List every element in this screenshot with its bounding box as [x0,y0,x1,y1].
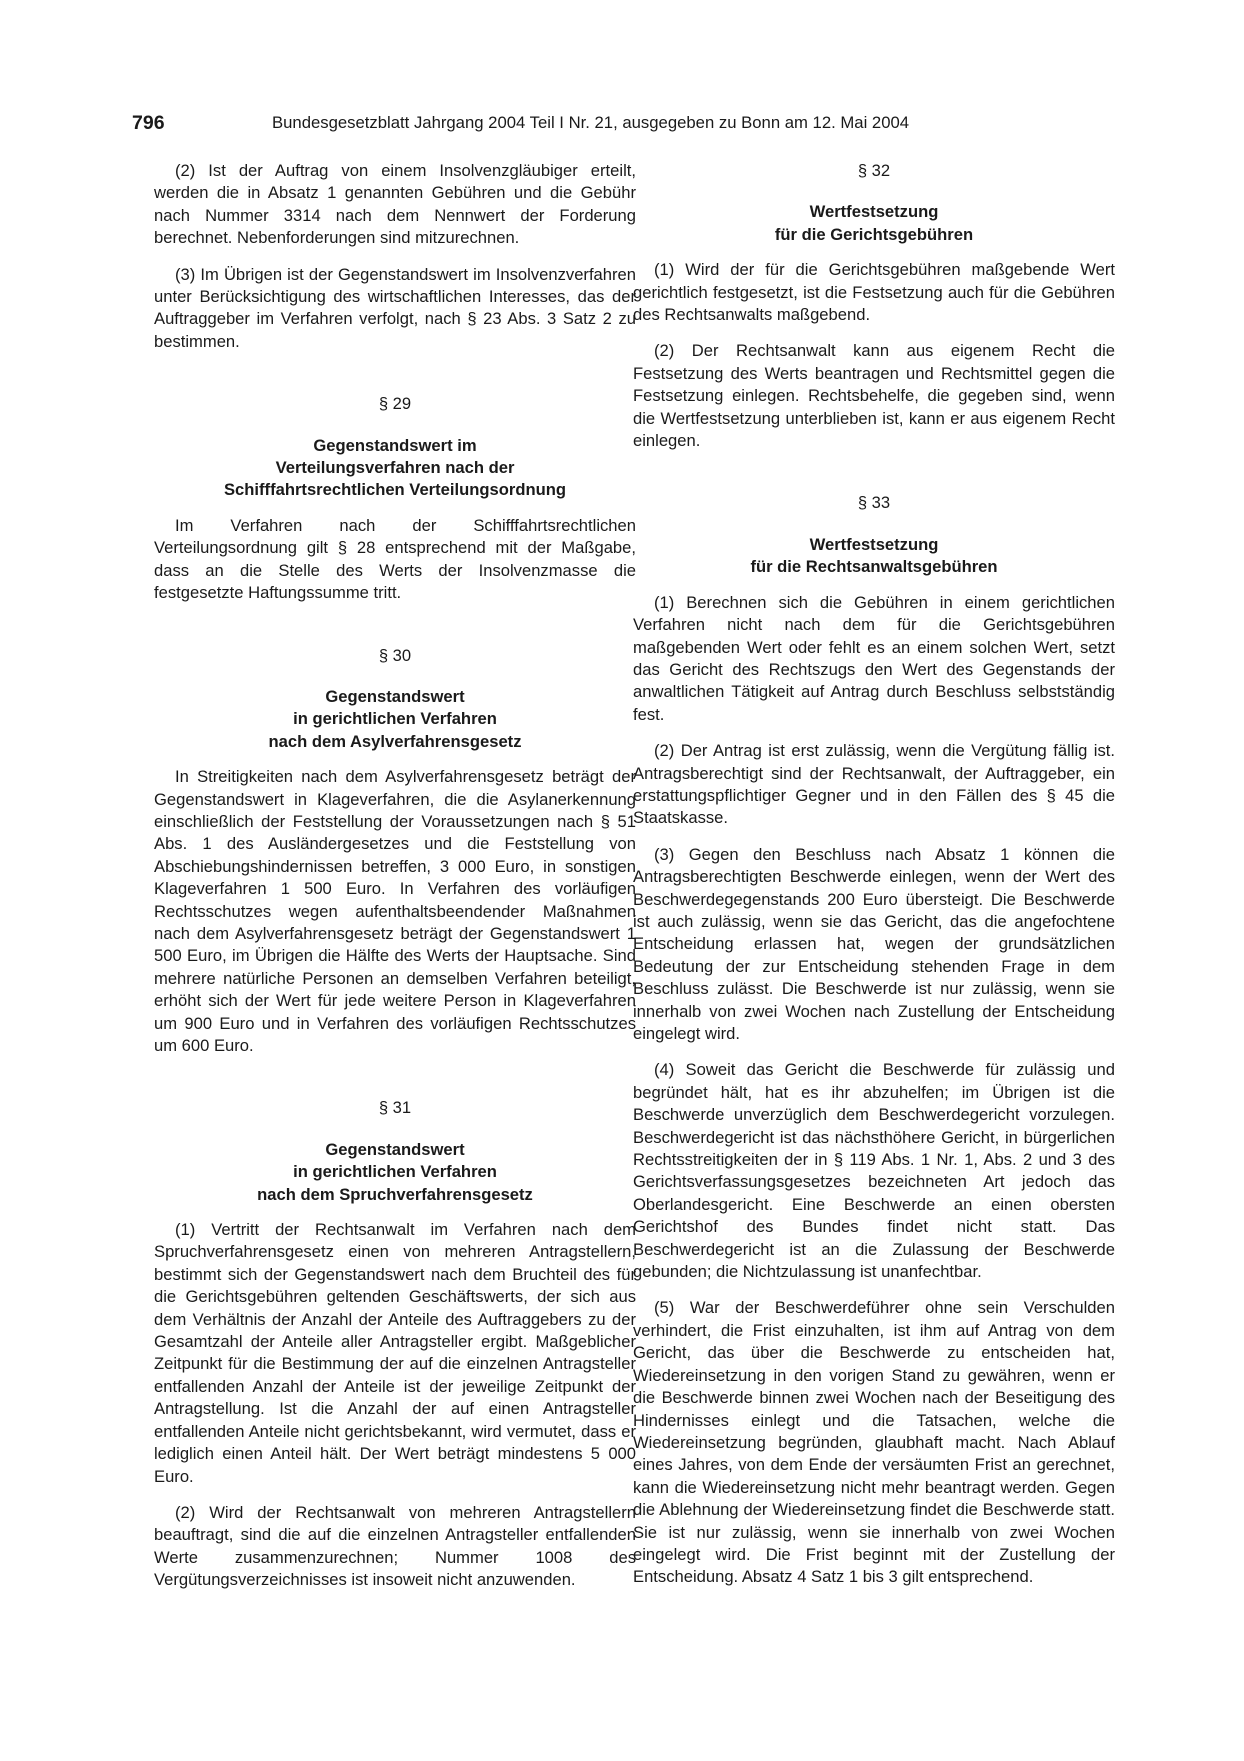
section-number: § 31 [378,1098,412,1118]
section-title [633,201,1115,246]
section-33 [633,492,1115,1588]
section-title-line: für die Rechtsanwaltsgebühren [750,557,998,577]
section-number: § 33 [857,493,891,513]
paragraph: (2) Der Antrag ist erst zulässig, wenn die Vergütung fällig ist. Antragsberechtigt sind der Rechtsanwalt, der Auftraggeber, ein erstattungspflichtiger Gegner und in den Fällen des § 45 die Staatskasse. [633,741,1115,828]
paragraph: In Streitigkeiten nach dem Asylverfahrensgesetz beträgt der Gegenstandswert in Klageverfahren, die die Asylanerkennung einschließlich der Feststellung der Voraussetzungen nach § 51 Abs. 1 des Ausländergesetzes und die Feststellung von Abschiebungshindernissen betreffen, 3 000 Euro, in sonstigen Klageverfahren 1 500 Euro. In Verfahren des vorläufigen Rechtsschutzes wegen aufenthaltsbeendender Maßnahmen nach dem Asylverfahrensgesetz beträgt der Gegenstandswert 1 500 Euro, im Übrigen die Hälfte des Werts der Hauptsache. Sind mehrere natürliche Personen an demselben Verfahren beteiligt, erhöht sich der Wert für jede weitere Person in Klageverfahren um 900 Euro und in Verfahren des vorläufigen Rechtsschutzes um 600 Euro. [154,767,636,1055]
section-title-line: Gegenstandswert im [313,435,477,455]
section-title [154,1139,636,1206]
section-31 [154,1097,636,1591]
section-title-line: Wertfestsetzung [809,534,939,554]
section-title-line: Verteilungsverfahren nach der [275,458,515,478]
section-title [154,686,636,753]
section-title-line: Wertfestsetzung [809,202,939,222]
paragraph: (1) Wird der für die Gerichtsgebühren maßgebende Wert gerichtlich festgesetzt, ist die Festsetzung auch für die Gebühren des Rechtsanwalts maßgebend. [633,260,1115,325]
section-29 [154,393,636,604]
left-column [154,160,636,1606]
section-title-line: Gegenstandswert [325,686,465,706]
section-30 [154,645,636,1058]
page-number: 796 [132,112,165,134]
page-header [132,112,1112,142]
paragraph: (2) Ist der Auftrag von einem Insolvenzgläubiger erteilt, werden die in Absatz 1 genannten Gebühren und die Gebühr nach Nummer 3314 nach dem Nennwert der Forderung berechnet. Nebenforderungen sind mitzurechnen. [154,161,636,248]
section-title [154,435,636,502]
section-number: § 32 [857,161,891,180]
section-title-line: nach dem Spruchverfahrensgesetz [257,1184,533,1204]
paragraph: (2) Der Rechtsanwalt kann aus eigenem Recht die Festsetzung des Werts beantragen und Rechtsmittel gegen die Festsetzung einlegen. Rechtsbehelfe, die gegeben sind, wenn die Wertfestsetzung unterblieben ist, kann er aus eigenem Recht einlegen. [633,341,1115,451]
section-number: § 30 [378,645,412,665]
section-title-line: in gerichtlichen Verfahren [293,1162,497,1182]
paragraph: (3) Gegen den Beschluss nach Absatz 1 können die Antragsberechtigten Beschwerde einlegen, wenn der Wert des Beschwerdegegenstands 200 Euro übersteigt. Die Beschwerde ist auch zulässig, wenn sie das Gericht, das die angefochtene Entscheidung erlassen hat, wegen der grundsätzlichen Bedeutung der zur Entscheidung stehenden Frage in dem Beschluss zulässt. Die Beschwerde ist nur zulässig, wenn sie innerhalb von zwei Wochen nach Zustellung der Entscheidung eingelegt wird. [633,844,1115,1043]
running-title: Bundesgesetzblatt Jahrgang 2004 Teil I Nr. 21, ausgegeben zu Bonn am 12. Mai 2004 [272,113,910,132]
paragraph: (1) Vertritt der Rechtsanwalt im Verfahren nach dem Spruchverfahrensgesetz einen von mehreren Antragstellern, bestimmt sich der Gegenstandswert nach dem Bruchteil des für die Gerichtsgebühren geltenden Geschäftswerts, der sich aus dem Verhältnis der Anzahl der Anteile des Auftraggebers zu der Gesamtzahl der Anteile aller Antragsteller ergibt. Maßgeblicher Zeitpunkt für die Bestimmung der auf die einzelnen Antragsteller entfallenden Anzahl der Anteile ist der jeweilige Zeitpunkt der Antragstellung. Ist die Anzahl der auf einen Antragsteller entfallenden Anteile nicht gerichtsbekannt, wird vermutet, dass er lediglich einen Anteil hält. Der Wert beträgt mindestens 5 000 Euro. [154,1220,636,1486]
section-32 [633,160,1115,452]
paragraph: (4) Soweit das Gericht die Beschwerde für zulässig und begründet hält, hat es ihr abzuhelfen; im Übrigen ist die Beschwerde unverzüglich dem Beschwerdegericht vorzulegen. Beschwerdegericht ist das nächsthöhere Gericht, in bürgerlichen Rechtsstreitigkeiten der in § 119 Abs. 1 Nr. 1, Abs. 2 und 3 des Gerichtsverfassungsgesetzes bezeichneten Art jedoch das Oberlandesgericht. Eine Beschwerde an einen obersten Gerichtshof des Bundes findet nicht statt. Das Beschwerdegericht ist an die Zulassung der Beschwerde gebunden; die Nichtzulassung ist unanfechtbar. [633,1060,1115,1282]
paragraph: Im Verfahren nach der Schifffahrtsrechtlichen Verteilungsordnung gilt § 28 entsprechend mit der Maßgabe, dass an die Stelle des Werts der Insolvenzmasse die festgesetzte Haftungssumme tritt. [154,515,636,603]
section-title-line: nach dem Asylverfahrensgesetz [268,731,522,751]
section-number: § 29 [378,394,412,414]
section-title-line: für die Gerichtsgebühren [774,224,974,244]
paragraph: (2) Wird der Rechtsanwalt von mehreren Antragstellern beauftragt, sind die auf die einzelnen Antragsteller entfallenden Werte zusammenzurechnen; Nummer 1008 des Vergütungsverzeichnisses ist insoweit nicht anzuwenden. [154,1502,636,1590]
section-title-line: in gerichtlichen Verfahren [293,709,497,729]
section-title-line: Schifffahrtsrechtlichen Verteilungsordnung [223,480,567,500]
section-title-line: Gegenstandswert [325,1139,465,1159]
paragraph: (1) Berechnen sich die Gebühren in einem gerichtlichen Verfahren nicht nach dem für die Gerichtsgebühren maßgebenden Wert oder fehlt es an einem solchen Wert, setzt das Gericht des Rechtszugs den Wert des Gegenstands der anwaltlichen Tätigkeit auf Antrag durch Beschluss selbstständig fest. [633,592,1115,724]
section-title [633,534,1115,579]
right-column [633,160,1115,1603]
paragraph: (3) Im Übrigen ist der Gegenstandswert im Insolvenzverfahren unter Berücksichtigung des wirtschaftlichen Interesses, das der Auftraggeber im Verfahren verfolgt, nach § 23 Abs. 3 Satz 2 zu bestimmen. [154,264,636,351]
paragraph: (5) War der Beschwerdeführer ohne sein Verschulden verhindert, die Frist einzuhalten, ist ihm auf Antrag von dem Gericht, das über die Beschwerde zu entscheiden hat, Wiedereinsetzung in den vorigen Stand zu gewähren, wenn er die Beschwerde binnen zwei Wochen nach der Beseitigung des Hindernisses einlegt und die Tatsachen, welche die Wiedereinsetzung begründen, glaubhaft macht. Nach Ablauf eines Jahres, von dem Ende der versäumten Frist an gerechnet, kann die Wiedereinsetzung nicht mehr beantragt werden. Gegen die Ablehnung der Wiedereinsetzung findet die Beschwerde statt. Sie ist nur zulässig, wenn sie innerhalb von zwei Wochen eingelegt wird. Die Frist beginnt mit der Zustellung der Entscheidung. Absatz 4 Satz 1 bis 3 gilt entsprechend. [633,1298,1115,1587]
